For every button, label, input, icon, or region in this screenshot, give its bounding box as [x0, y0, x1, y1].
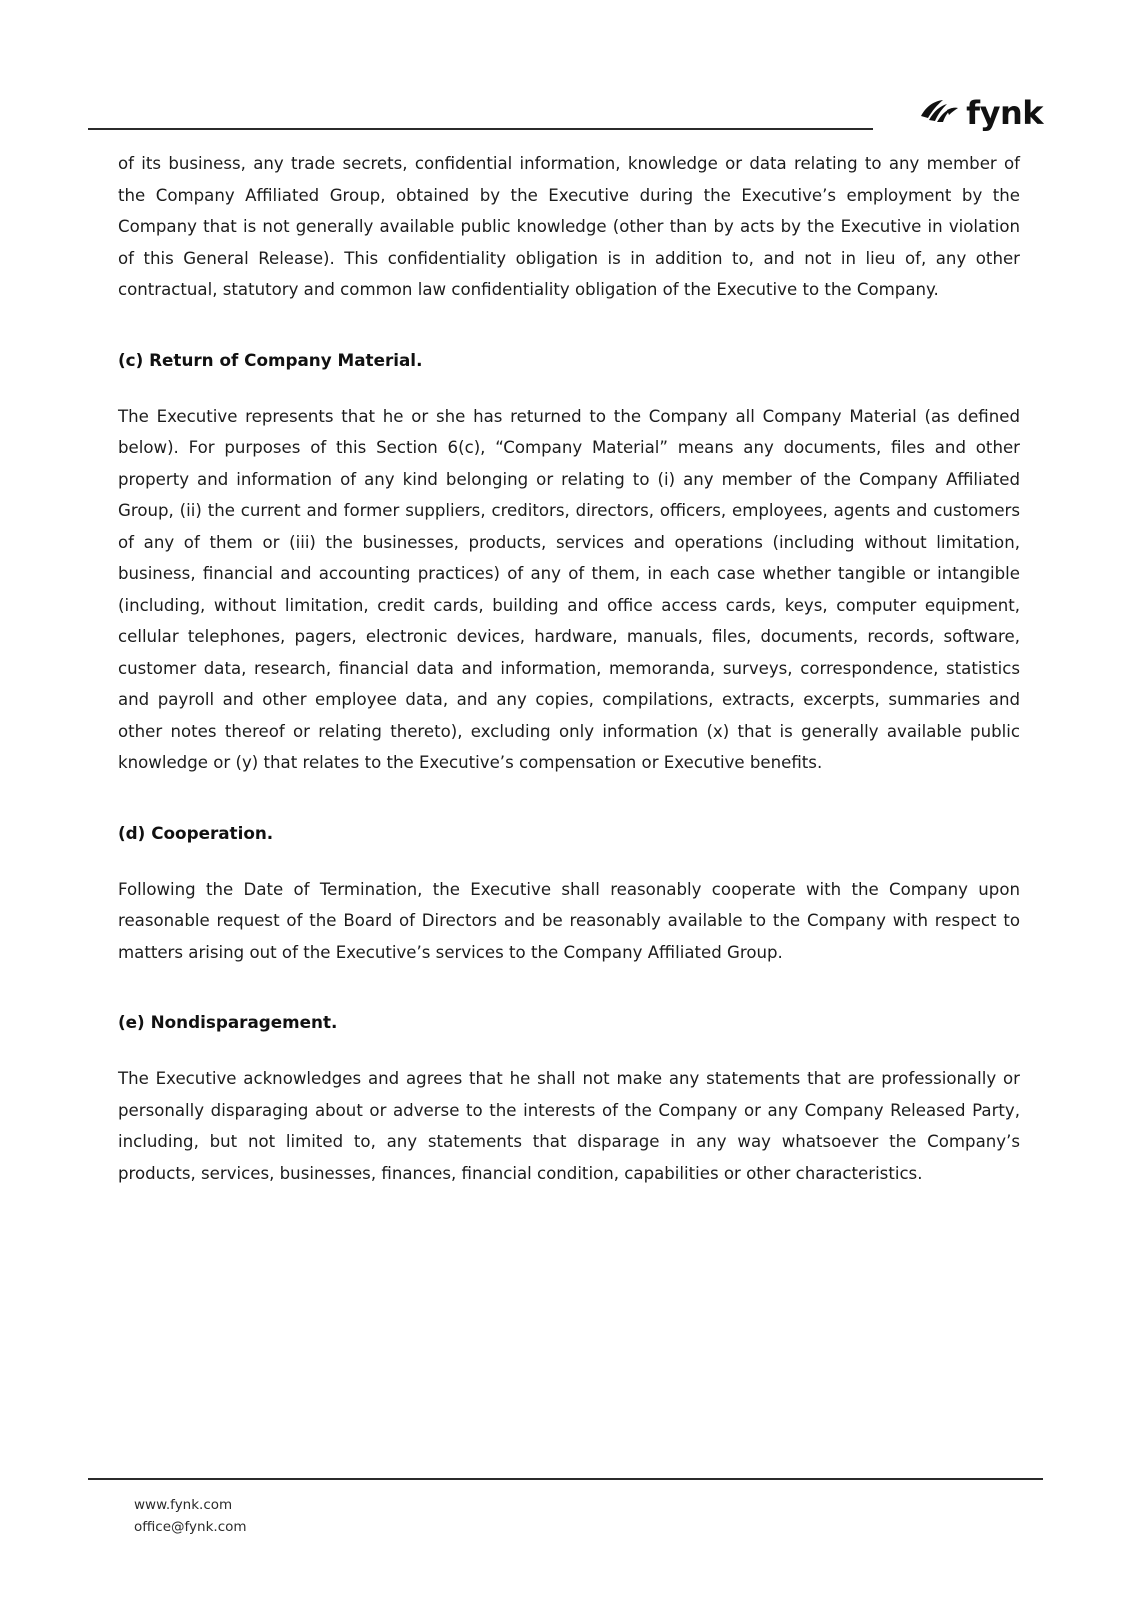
page-footer	[88, 1478, 1043, 1538]
paragraph-nondisparagement: The Executive acknowledges and agrees that he shall not make any statements that are professionally or personally disparaging about or adverse to the interests of the Company or any Company Released Party, including, but not limited to, any statements that disparage in any way whatsoever the Company’s products, services, businesses, finances, financial condition, capabilities or other characteristics.	[118, 1069, 1020, 1183]
heading-return-of-company-material: (c) Return of Company Material.	[118, 349, 423, 370]
footer-email[interactable]: office@fynk.com	[134, 1519, 247, 1535]
fynk-bird-mark-icon	[919, 96, 959, 130]
spacer	[118, 1036, 1020, 1063]
heading-cooperation: (d) Cooperation.	[118, 822, 274, 843]
brand-logo	[919, 96, 1043, 130]
heading-nondisparagement: (e) Nondisparagement.	[118, 1012, 338, 1032]
spacer	[118, 968, 1020, 1008]
document-body	[118, 148, 1020, 1189]
footer-contact	[88, 1494, 1043, 1538]
spacer	[118, 847, 1020, 874]
brand-name: fynk	[966, 94, 1043, 132]
header-divider	[88, 128, 873, 130]
spacer	[118, 306, 1020, 346]
spacer	[118, 374, 1020, 401]
paragraph-intro-confidentiality: of its business, any trade secrets, confidential information, knowledge or data relating to any member of the Company Affiliated Group, obtained by the Executive during the Executive’s employment by the Company that is not generally available public knowledge (other than by acts by the Executive in violation of this General Release). This confidentiality obligation is in addition to, and not in lieu of, any other contractual, statutory and common law confidentiality obligation of the Executive to the Company.	[118, 154, 1020, 299]
paragraph-return-of-company-material: The Executive represents that he or she has returned to the Company all Company Material (as defined below). For purposes of this Section 6(c), “Company Material” means any documents, files and other property and information of any kind belonging or relating to (i) any member of the Company Affiliated Group, (ii) the current and former suppliers, creditors, directors, officers, employees, agents and customers of any of them or (iii) the businesses, products, services and operations (including without limitation, business, financial and accounting practices) of any of them, in each case whether tangible or intangible (including, without limitation, credit cards, building and office access cards, keys, computer equipment, cellular telephones, pagers, electronic devices, hardware, manuals, files, documents, records, software, customer data, research, financial data and information, memoranda, surveys, correspondence, statistics and payroll and other employee data, and any copies, compilations, extracts, excerpts, summaries and other notes thereof or relating thereto), excluding only information (x) that is generally available public knowledge or (y) that relates to the Executive’s compensation or Executive benefits.	[118, 406, 1020, 772]
footer-website[interactable]: www.fynk.com	[134, 1497, 233, 1513]
footer-divider	[88, 1478, 1043, 1480]
paragraph-cooperation: Following the Date of Termination, the Executive shall reasonably cooperate with the Company upon reasonable request of the Board of Directors and be reasonably available to the Company with respect to matters arising out of the Executive’s services to the Company Affiliated Group.	[118, 879, 1020, 962]
spacer	[118, 779, 1020, 819]
